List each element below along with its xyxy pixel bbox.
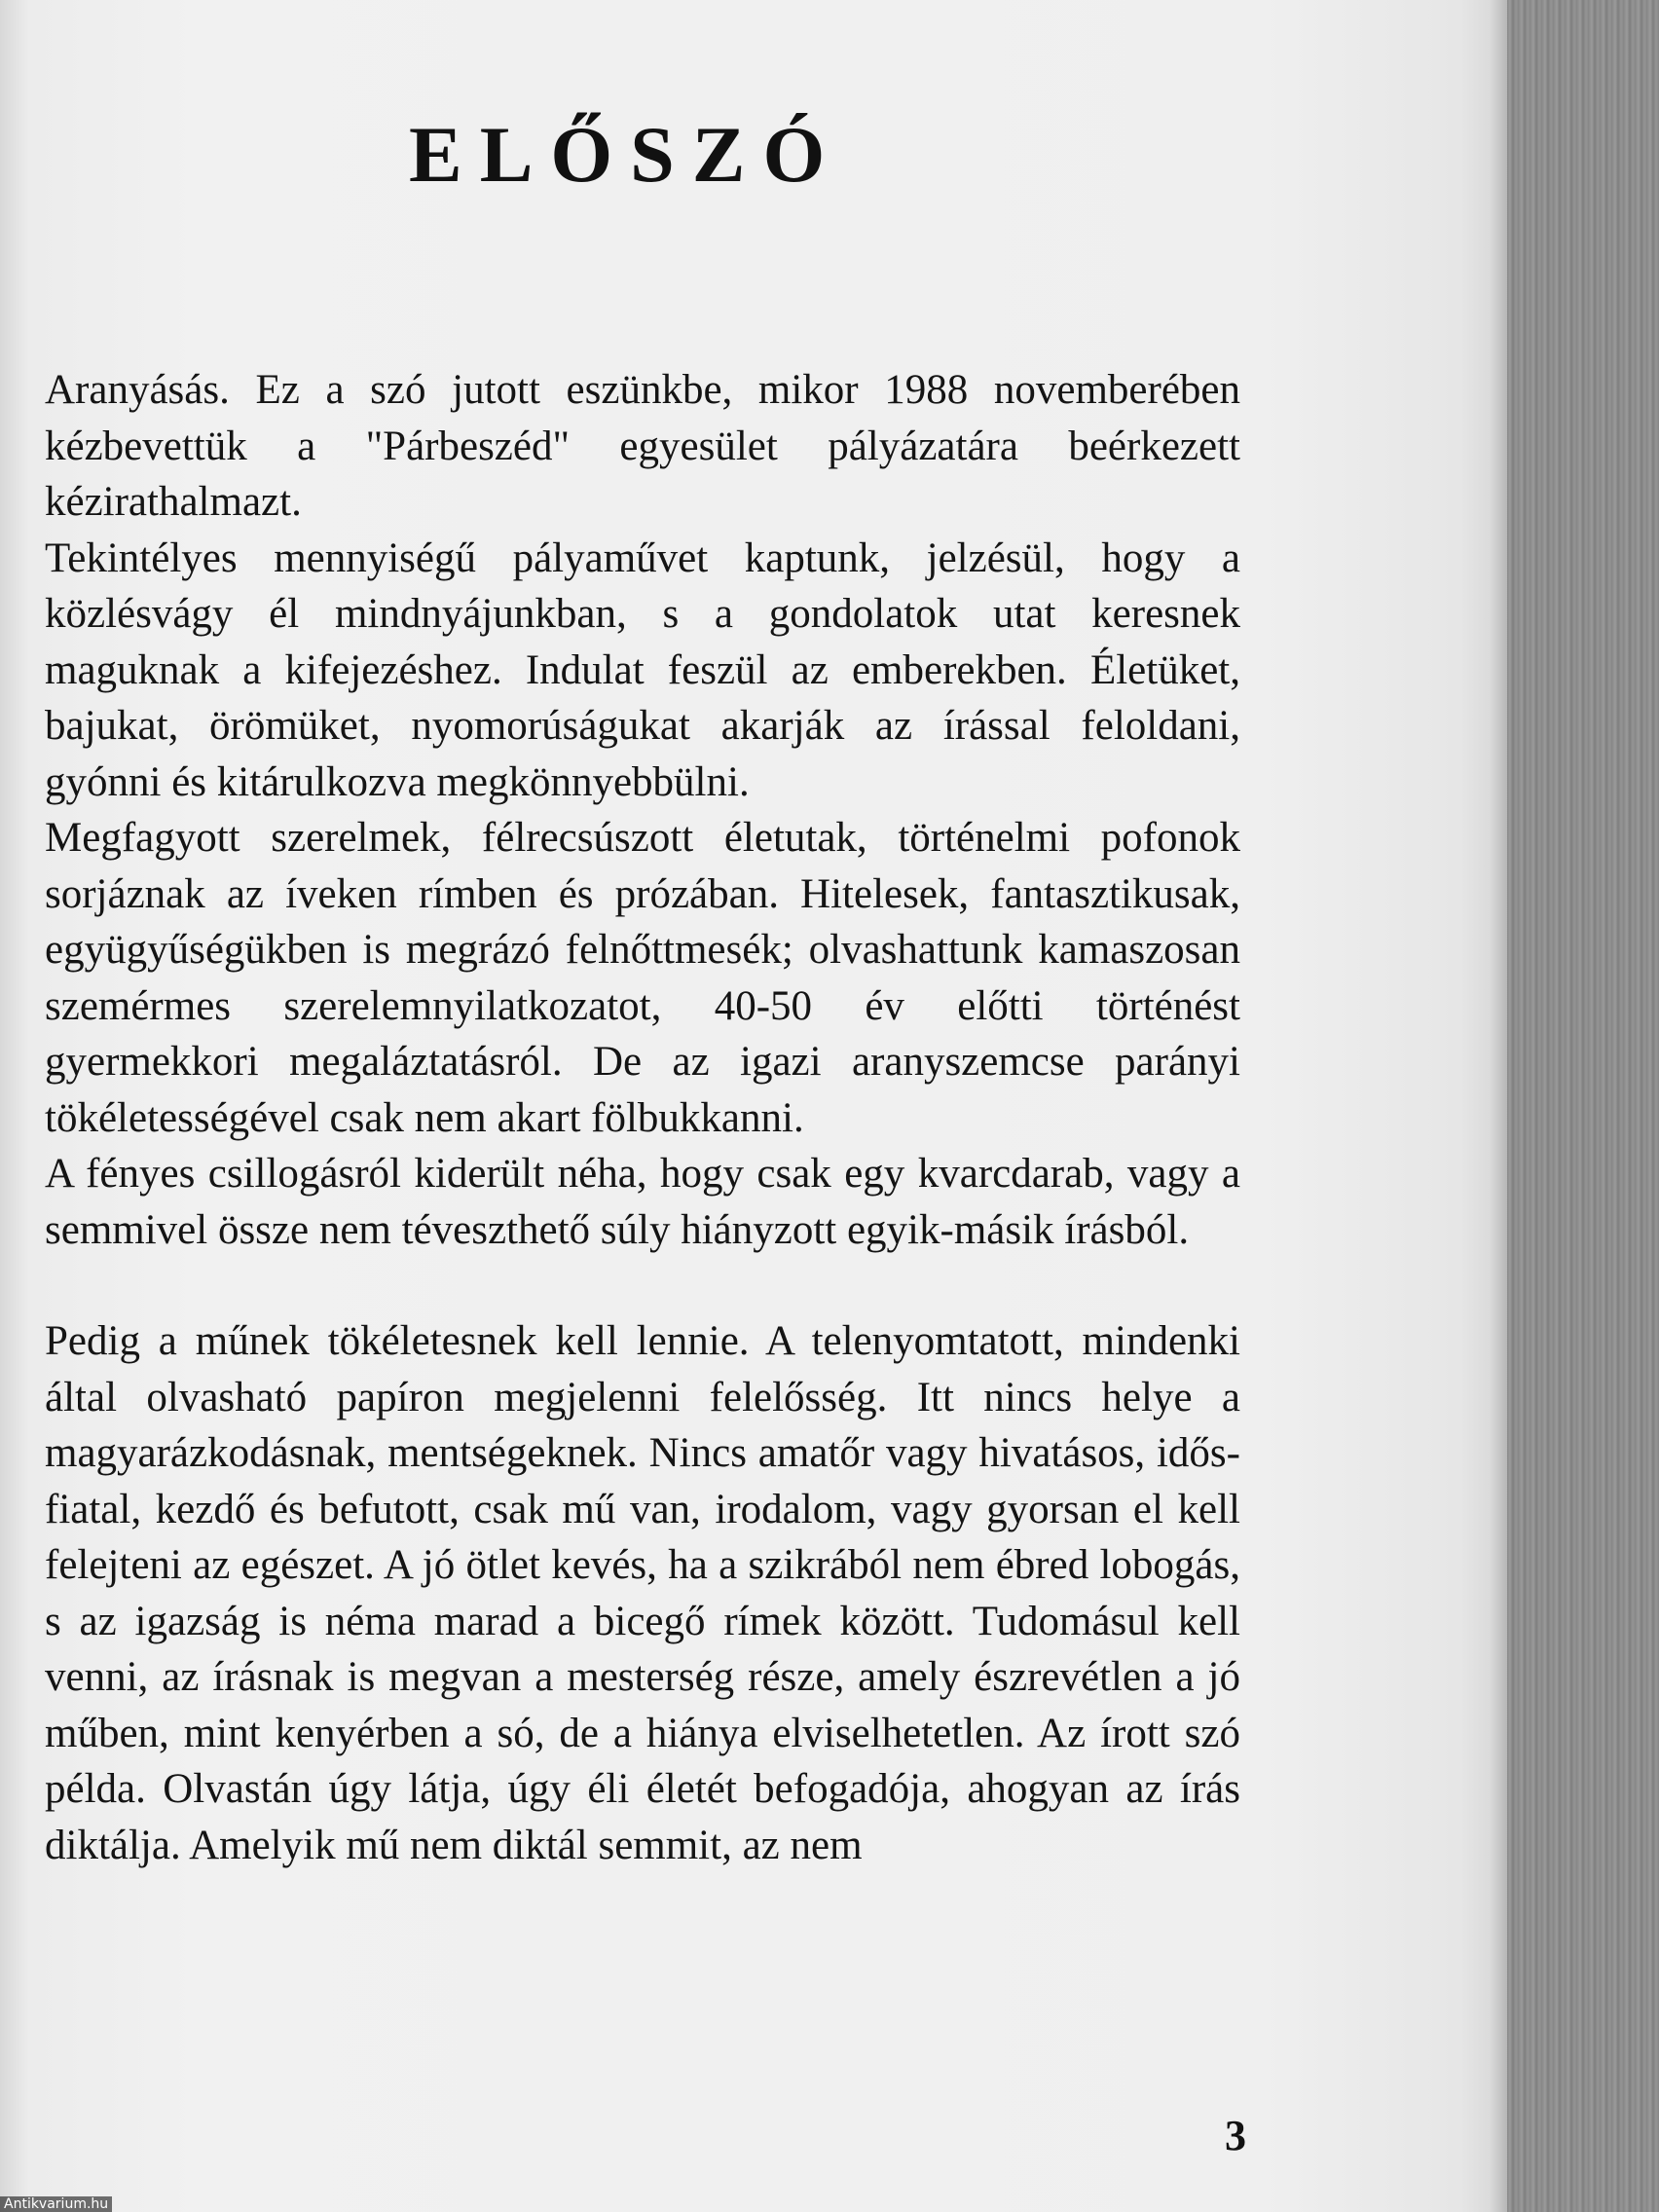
watermark: Antikvarium.hu bbox=[0, 2196, 112, 2212]
book-spine-edge bbox=[1507, 0, 1659, 2212]
paragraph: Tekintélyes mennyiségű pályaművet kaptunk, jelzésül, hogy a közlésvágy él mindnyájunkban, s a gondolatok utat keresnek maguknak a kifejezéshez. Indulat feszül az emberekben. Életüket, bajukat, örömüket, nyomorúságukat akarják az írással feloldani, gyónni és kitárulkozva megkönnyebbülni. bbox=[45, 535, 1240, 805]
page-number: 3 bbox=[1225, 2112, 1246, 2159]
paragraph: Pedig a műnek tökéletesnek kell lennie. A telenyomtatott, mindenki által olvasható papíron megjelenni felelősség. Itt nincs helye a magyarázkodásnak, mentségeknek. Nincs amatőr vagy hivatásos, idős-fiatal, kezdő és befutott, csak mű van, irodalom, vagy gyorsan el kell felejteni az egészet. A jó ötlet kevés, ha a szikrából nem ébred lobogás, s az igazság is néma marad a bicegő rímek között. Tudomásul kell venni, az írásnak is megvan a mesterség része, amely észrevétlen a jó műben, mint kenyérben a só, de a hiánya elviselhetetlen. Az írott szó példa. Olvastán úgy látja, úgy éli életét befogadója, ahogyan az írás diktálja. Amelyik mű nem diktál semmit, az nem bbox=[45, 1318, 1240, 1868]
page-title: ELŐSZÓ bbox=[409, 110, 843, 199]
paragraph: Aranyásás. Ez a szó jutott eszünkbe, mikor 1988 novemberében kézbevettük a "Párbeszéd" egyesület pályázatára beérkezett kézirathalmazt. bbox=[45, 367, 1240, 525]
paragraph: Megfagyott szerelmek, félrecsúszott életutak, történelmi pofonok sorjáznak az íveken rímben és prózában. Hitelesek, fantasztikusak, együgyűségükben is megrázó felnőttmesék; olvashattunk kamaszosan szemérmes szerelemnyilatkozatot, 40-50 év előtti történést gyermekkori megaláztatásról. De az igazi aranyszemcse parányi tökéletességével csak nem akart fölbukkanni. bbox=[45, 815, 1240, 1141]
body-text bbox=[45, 362, 1240, 1873]
paragraph: A fényes csillogásról kiderült néha, hogy csak egy kvarcdarab, vagy a semmivel össze nem téveszthető súly hiányzott egyik-másik írásból. bbox=[45, 1151, 1240, 1253]
